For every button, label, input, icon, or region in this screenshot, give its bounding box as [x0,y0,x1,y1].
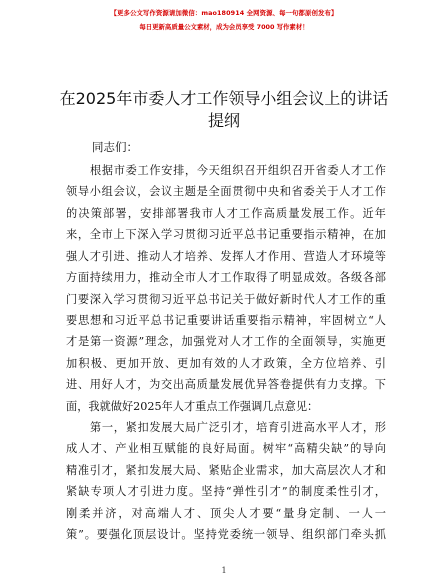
document-title-line-1: 在2025年市委人才工作领导小组会议上的讲话 [59,89,389,108]
body-line: 强人才引进、推动人才培养、发挥人才作用、营造人才环境等 [66,249,386,263]
promo-banner [0,8,448,33]
body-line: 根据市委工作安排，今天组织召开组织召开省委人才工作 [90,164,386,177]
document-title-line-2: 提纲 [207,111,240,130]
promo-banner-line-1: 【更多公文写作资源请加微信：mao180914 全网资源、每一句都原创发布】 [110,9,338,17]
body-line: 门要深入学习贯彻习近平总书记关于做好新时代人才工作的重 [66,292,386,306]
body-line: 策”。要强化顶层设计。坚持党委统一领导、组织部门牵头抓 [66,528,386,541]
body-line: 方面持续用力，推动全市人才工作取得了明显成效。各级各部 [66,271,386,285]
body-line: 紧缺专项人才引进力度。坚持“弹性引才”的制度柔性引才， [66,485,386,499]
body-line: 的决策部署，安排部署我市人才工作高质量发展工作。近年 [66,206,386,220]
promo-banner-line-2: 每日更新高质量公文素材，成为会员享受 7000 写作素材！ [139,23,309,31]
body-line: 进、用好人才，为交出高质量发展优异答卷提供有力支撑。下 [66,378,386,392]
body-line: 刚柔并济，对高端人才、顶尖人才要“量身定制、一人一 [66,506,386,520]
body-line: 精准引才，紧扣发展大局、紧贴企业需求，加大高层次人才和 [66,463,386,477]
body-line: 面，我就做好2025年人才重点工作强调几点意见： [66,399,319,413]
page-number: 1 [221,566,227,575]
document-title [40,88,408,132]
body-line: 加积极、更加开放、更加有效的人才政策，全方位培养、引 [66,356,386,370]
body-line: 领导小组会议，会议主题是全面贯彻中央和省委关于人才工作 [66,185,386,199]
salutation: 同志们： [92,140,138,154]
body-line: 要思想和习近平总书记重要讲话重要指示精神，牢固树立“人 [66,313,386,327]
body-line: 第一，紧扣发展大局广泛引才，培育引进高水平人才，形 [90,420,386,434]
body-line: 成人才、产业相互赋能的良好局面。树牢“高精尖缺”的导向 [66,442,386,456]
body-line: 才是第一资源”理念，加强党对人才工作的全面领导，实施更 [66,335,386,349]
body-line: 来，全市上下深入学习贯彻习近平总书记重要指示精神，在加 [66,228,386,242]
